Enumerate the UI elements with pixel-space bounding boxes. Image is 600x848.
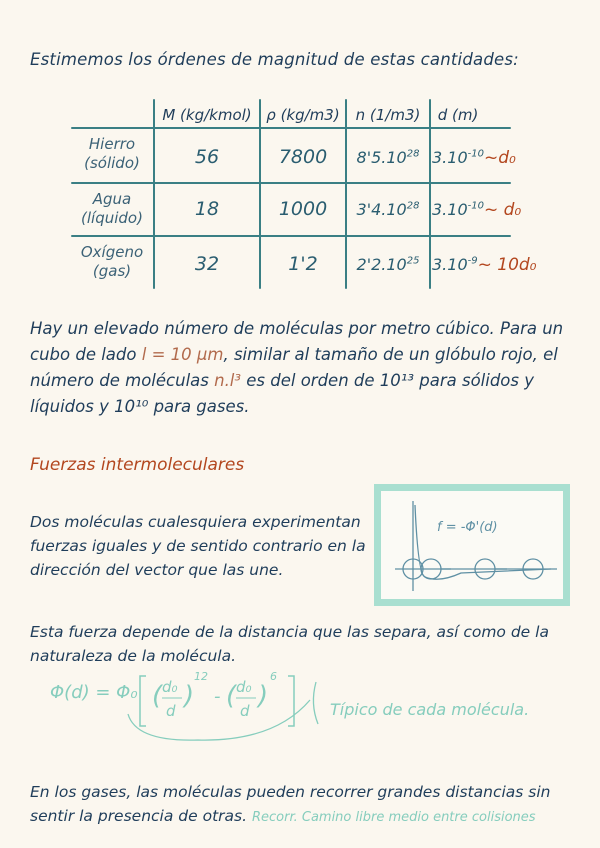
text-part: es del orden de 10¹³ para sólidos y líquidos y 10¹⁰ para gases. bbox=[30, 371, 535, 416]
approx-value: ~ d₀ bbox=[483, 200, 522, 220]
paren-right: ) bbox=[184, 681, 195, 711]
exponent: -10 bbox=[467, 200, 484, 212]
text-part: En los gases, las moléculas pueden recorrer grandes distancias sin sentir la presencia de otras. bbox=[30, 783, 551, 825]
force-plot-box bbox=[374, 484, 570, 606]
exponent: 28 bbox=[406, 148, 420, 160]
approx-value: ~d₀ bbox=[483, 148, 516, 168]
row-header-water bbox=[70, 190, 154, 228]
cell-water-distance bbox=[432, 200, 542, 220]
exponent: 28 bbox=[406, 200, 420, 212]
annotation-brace bbox=[313, 682, 318, 724]
text-part: , similar al tamaño de un glóbulo rojo, el número de moléculas bbox=[30, 345, 558, 390]
cell-iron-distance bbox=[432, 148, 542, 168]
paren-left: ( bbox=[226, 681, 237, 711]
formula-note: Típico de cada molécula. bbox=[330, 700, 530, 719]
magnitudes-table bbox=[70, 98, 537, 290]
plot-curve bbox=[415, 505, 551, 579]
exponent: -10 bbox=[467, 148, 484, 160]
paragraph-forces-distance: Esta fuerza depende de la distancia que las separa, así como de la naturaleza de la molécula. bbox=[30, 623, 549, 665]
exponent: -9 bbox=[467, 255, 478, 267]
approx-value: ~ 10d₀ bbox=[477, 255, 537, 275]
mantissa: 3.10 bbox=[432, 148, 468, 167]
row-header-oxygen bbox=[70, 243, 154, 281]
mantissa: 3'4.10 bbox=[356, 200, 407, 219]
paragraph-molecule-count bbox=[30, 316, 575, 420]
fraction-numerator: d₀ bbox=[162, 678, 178, 696]
cell-oxygen-number-density bbox=[346, 255, 430, 274]
cell-iron-density: 7800 bbox=[278, 146, 328, 168]
mantissa: 3.10 bbox=[432, 255, 468, 274]
paragraph-gases bbox=[30, 780, 590, 830]
row-name: Oxígeno bbox=[80, 243, 144, 261]
cell-oxygen-molar-mass: 32 bbox=[194, 253, 220, 275]
row-name: Agua bbox=[92, 190, 132, 208]
col-header-molar-mass: M (kg/kmol) bbox=[162, 106, 252, 124]
col-header-density: ρ (kg/m3) bbox=[266, 106, 340, 124]
mean-free-path-note: Recorr. Camino libre medio entre colisiones bbox=[251, 810, 536, 825]
paragraph-forces: Dos moléculas cualesquiera experimentan fuerzas iguales y de sentido contrario en la dirección del vector que las une. bbox=[30, 513, 366, 579]
text-part: Hay un elevado número de moléculas por metro cúbico. Para un cubo de lado bbox=[30, 319, 564, 364]
col-header-distance: d (m) bbox=[437, 106, 479, 124]
exponent-6: 6 bbox=[270, 670, 277, 683]
paren-right: ) bbox=[258, 681, 269, 711]
highlight-length: l = 10 μm bbox=[141, 345, 224, 364]
cell-water-number-density bbox=[346, 200, 430, 219]
row-header-iron bbox=[70, 135, 154, 173]
formula-svg bbox=[48, 670, 348, 750]
cell-iron-number-density bbox=[346, 148, 430, 167]
row-state: (gas) bbox=[92, 262, 132, 280]
col-header-number-density: n (1/m3) bbox=[355, 106, 421, 124]
cell-water-molar-mass: 18 bbox=[194, 198, 220, 220]
cell-water-density: 1000 bbox=[278, 198, 328, 220]
paren-left: ( bbox=[152, 681, 163, 711]
highlight-expression: n.l³ bbox=[214, 371, 242, 390]
section-title: Fuerzas intermoleculares bbox=[30, 455, 245, 475]
exponent-12: 12 bbox=[194, 670, 208, 683]
cell-iron-molar-mass: 56 bbox=[194, 146, 220, 168]
row-state: (sólido) bbox=[84, 154, 140, 172]
fraction-denominator: d bbox=[166, 702, 176, 720]
fraction-numerator: d₀ bbox=[236, 678, 252, 696]
force-plot bbox=[381, 491, 563, 599]
page-heading: Estimemos los órdenes de magnitud de estas cantidades: bbox=[30, 50, 519, 69]
row-state: (líquido) bbox=[81, 209, 143, 227]
cell-oxygen-distance bbox=[432, 255, 542, 275]
minus-sign: - bbox=[214, 686, 221, 707]
mantissa: 3.10 bbox=[432, 200, 468, 219]
mantissa: 8'5.10 bbox=[356, 148, 407, 167]
bracket-left bbox=[140, 676, 146, 726]
plot-label: f = -Φ'(d) bbox=[437, 520, 498, 535]
exponent: 25 bbox=[406, 255, 420, 267]
cell-oxygen-density: 1'2 bbox=[288, 253, 318, 275]
fraction-denominator: d bbox=[240, 702, 250, 720]
formula-lhs: Φ(d) = Φ₀ bbox=[50, 682, 138, 703]
mantissa: 2'2.10 bbox=[356, 255, 407, 274]
row-name: Hierro bbox=[88, 135, 136, 153]
